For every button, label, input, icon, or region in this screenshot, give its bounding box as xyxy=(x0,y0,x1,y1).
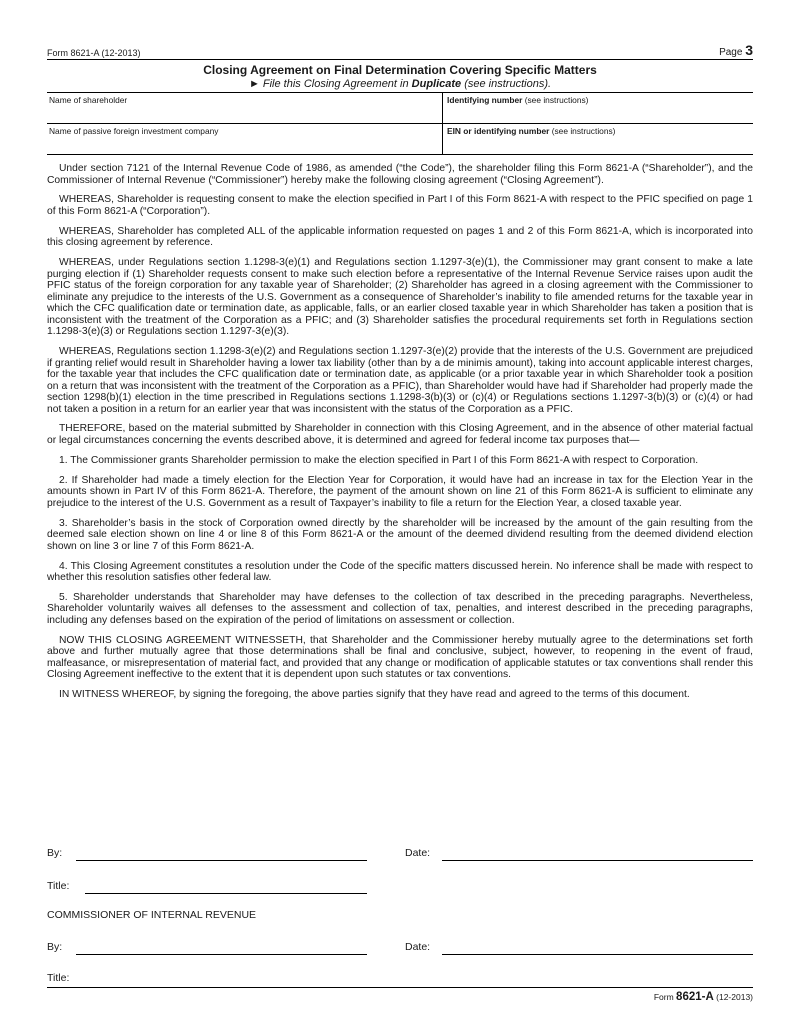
shareholder-date-line[interactable] xyxy=(442,860,753,861)
title-label: Title: xyxy=(47,880,70,892)
shareholder-by-line[interactable] xyxy=(76,860,367,861)
footer-revision: (12-2013) xyxy=(716,992,753,1002)
paragraph-whereas-4: WHEREAS, Regulations section 1.1298-3(e)(2) and Regulations section 1.1297-3(e)(2) provide that the interests of the U.S. Government are prejudiced if granting relief would result in Shareholder having a lower tax liability (other than by a de minimis amount), taking into account applicable interest charges, for the taxable year that includes the CFC qualification date or termination date, as applicable (or a prior taxable year in which Shareholder took a position on a return that was inconsistent with the treatment of the Corporation as a PFIC), than Shareholder would have had if Shareholder had properly made the section 1298(b)(1) election in the time prescribed in Regulations sections 1.1298-3(b)(3) or (c)(4) or Regulations sections 1.1297-3(b)(3) or (c)(4) or had not taken a position in a return for an earlier year that was inconsistent with the status of the Corporation as a PFIC. xyxy=(47,346,753,415)
shareholder-signature-row xyxy=(47,847,753,861)
shareholder-name-field[interactable] xyxy=(47,93,443,123)
identifying-number-note: (see instructions) xyxy=(522,95,589,105)
agreement-body xyxy=(47,163,753,701)
page-indicator xyxy=(719,42,753,58)
subtitle-bold: Duplicate xyxy=(411,78,462,90)
ein-note: (see instructions) xyxy=(549,126,616,136)
identification-table xyxy=(47,92,753,155)
date-label: Date: xyxy=(405,941,431,953)
shareholder-name-label: Name of shareholder xyxy=(49,95,128,105)
paragraph-in-witness: IN WITNESS WHEREOF, by signing the foregoing, the above parties signify that they have read and agreed to the terms of this document. xyxy=(59,689,690,701)
paragraph-item-2: 2. If Shareholder had made a timely election for the Election Year for Corporation, it would have had an increase in tax for the Election Year in the amounts shown in Part IV of this Form 8621-A. Therefore, the payment of the amount shown on line 21 of this Form 8621-A is sufficient to eliminate any prejudice to the interest of the U.S. Government as a result of Taxpayer’s inability to file a return for the Election Year, a closed taxable year. xyxy=(47,474,753,509)
paragraph-item-1: 1. The Commissioner grants Shareholder permission to make the election specified in Part I of this Form 8621-A with respect to Corporation. xyxy=(59,454,699,466)
ein-field[interactable] xyxy=(443,124,753,154)
shareholder-title-line[interactable] xyxy=(85,893,367,894)
ein-label: EIN or identifying number xyxy=(447,126,550,136)
paragraph-therefore: THEREFORE, based on the material submitted by Shareholder in connection with this Closing Agreement, and in the absence of other material factual or legal circumstances concerning the events described above, it is determined and agreed for federal income tax purposes that— xyxy=(47,423,753,446)
by-label: By: xyxy=(47,847,63,859)
paragraph-whereas-1: WHEREAS, Shareholder is requesting consent to make the election specified in Part I of this Form 8621-A with respect to the PFIC specified on page 1 of this Form 8621-A (“Corporation”). xyxy=(47,194,753,217)
paragraph-item-3: 3. Shareholder’s basis in the stock of Corporation owned directly by the shareholder will be increased by the amount of the gain resulting from the deemed sale election shown on line 4 or line 8 of this Form 8621-A or the amount of the deemed dividend resulting from the deemed dividend election shown on line 3 or line 7 of this Form 8621-A. xyxy=(47,517,753,552)
date-label: Date: xyxy=(405,847,431,859)
footer-form-id xyxy=(654,991,753,1003)
by-label: By: xyxy=(47,941,63,953)
footer-form-number: 8621-A xyxy=(676,991,714,1003)
subtitle-after: (see instructions). xyxy=(461,78,552,90)
subtitle xyxy=(47,78,753,90)
commissioner-heading-row xyxy=(47,909,753,923)
id-row-shareholder xyxy=(47,93,753,124)
page-label: Page xyxy=(719,47,743,58)
commissioner-signature-row xyxy=(47,941,753,955)
id-row-pfic xyxy=(47,124,753,155)
footer-form-word: Form xyxy=(653,992,674,1002)
commissioner-date-line[interactable] xyxy=(442,954,753,955)
paragraph-whereas-3: WHEREAS, under Regulations section 1.1298-3(e)(1) and Regulations section 1.1297-3(e)(1), the Commissioner may grant consent to make a late purging election if (1) Shareholder requests consent to make such election before a representative of the Internal Revenue Service raises upon audit the PFIC status of the foreign corporation for any taxable year of Shareholder; (2) Shareholder has agreed in a closing agreement with the Commissioner to eliminate any prejudice to the interests of the U.S. Government as a consequence of Shareholder’s inability to file amended returns for the taxable year in which the CFC qualification date or termination date, as applicable, falls, or an earlier closed taxable year in which Shareholder has taken a position that is inconsistent with the treatment of the Corporation as a PFIC; and (3) Shareholder satisfies the procedural requirements set forth in Regulations section 1.1298-3(e)(3) or Regulations section 1.1297-3(e)(3). xyxy=(47,257,753,338)
paragraph-witnesseth: NOW THIS CLOSING AGREEMENT WITNESSETH, that Shareholder and the Commissioner hereby mutually agree to the determinations set forth above and further mutually agree that those determinations shall be final and conclusive, subject, however, to reopening in the event of fraud, malfeasance, or misrepresentation of material fact, and provided that any change or modification of applicable statutes or tax conventions shall render this Closing Agreement ineffective to the extent that it is dependent upon such statutes or tax conventions. xyxy=(47,634,753,681)
paragraph-whereas-2: WHEREAS, Shareholder has completed ALL of the applicable information requested on pages 1 and 2 of this Form 8621-A, which is incorporated into this closing agreement by reference. xyxy=(47,225,753,249)
form-id: Form 8621-A (12-2013) xyxy=(47,48,141,58)
commissioner-heading: COMMISSIONER OF INTERNAL REVENUE xyxy=(47,909,257,921)
identifying-number-label: Identifying number xyxy=(447,95,523,105)
pfic-name-field[interactable] xyxy=(47,124,443,154)
page-title: Closing Agreement on Final Determination Covering Specific Matters xyxy=(203,63,597,77)
arrow-icon: ► xyxy=(248,78,260,90)
form-page xyxy=(47,44,753,709)
paragraph-item-4: 4. This Closing Agreement constitutes a resolution under the Code of the specific matters discussed herein. No inference shall be made with respect to whether this resolution satisfies other federal law. xyxy=(47,560,753,584)
form-footer xyxy=(47,987,753,1004)
commissioner-title-row xyxy=(47,972,753,986)
title-label: Title: xyxy=(47,972,70,984)
form-header xyxy=(47,44,753,60)
commissioner-by-line[interactable] xyxy=(76,954,367,955)
page-number: 3 xyxy=(745,42,753,58)
subtitle-before: File this Closing Agreement in xyxy=(259,78,412,90)
paragraph-item-5: 5. Shareholder understands that Shareholder may have defenses to the collection of tax described in the preceding paragraphs. Nevertheless, Shareholder voluntarily waives all defenses to the assessment and collection of tax, penalties, and interest described in the preceding paragraphs, including any defenses based on the expiration of the period of limitations on assessment or collection. xyxy=(47,591,753,626)
pfic-name-label: Name of passive foreign investment company xyxy=(49,126,219,136)
paragraph-intro: Under section 7121 of the Internal Revenue Code of 1986, as amended (“the Code”), the shareholder filing this Form 8621-A (“Shareholder”), and the Commissioner of Internal Revenue (“Commissioner”) hereby make the following closing agreement (“Closing Agreement”). xyxy=(47,163,753,186)
identifying-number-field[interactable] xyxy=(443,93,753,123)
shareholder-title-row xyxy=(47,880,753,894)
